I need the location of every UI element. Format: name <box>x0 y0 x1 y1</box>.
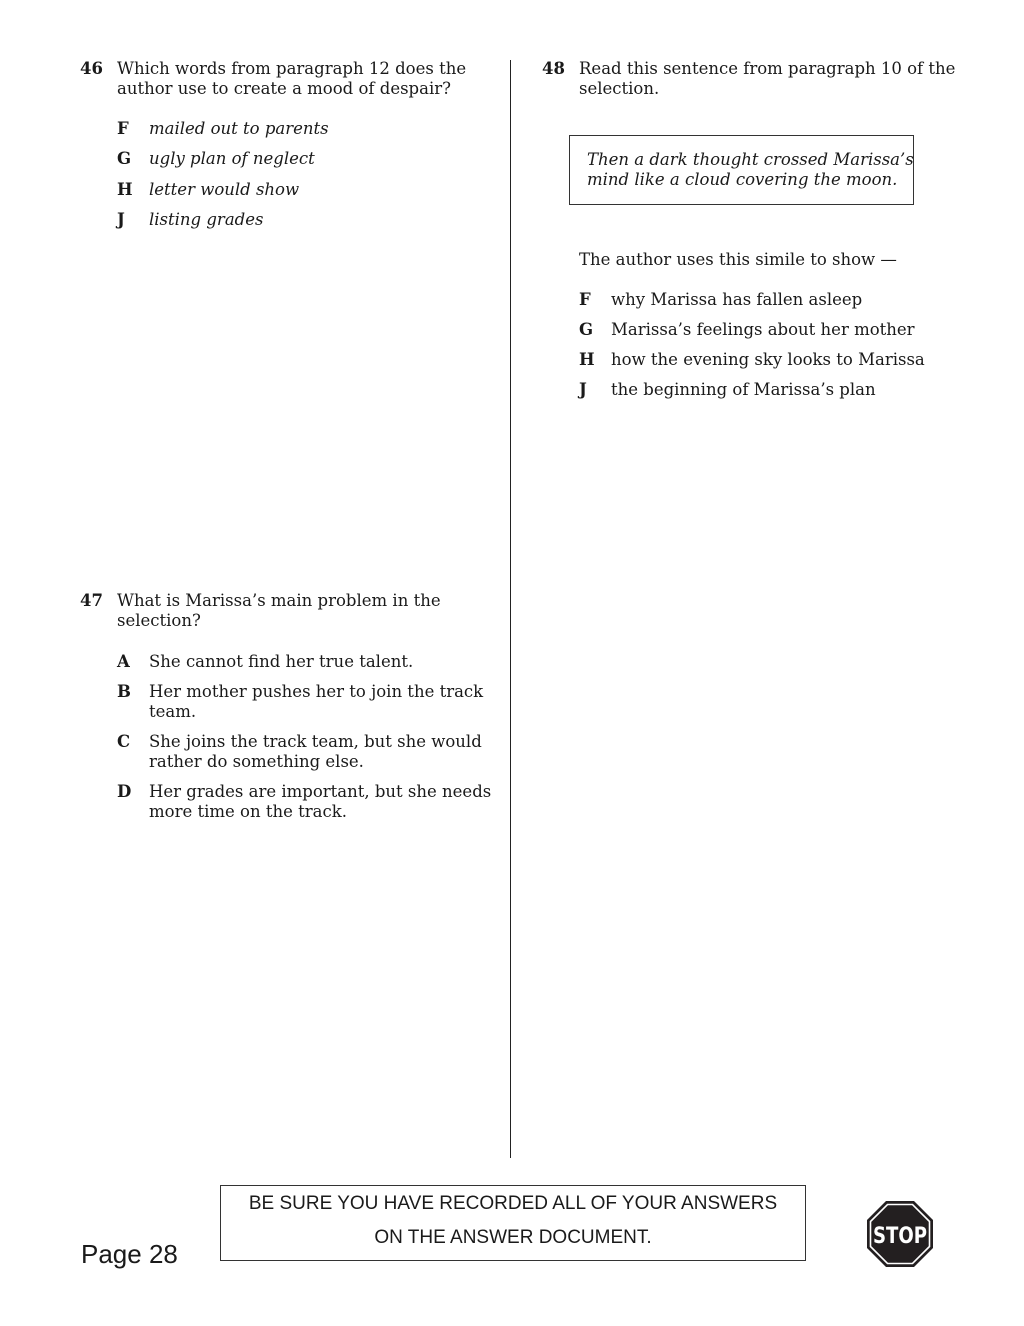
option-letter: B <box>117 682 131 701</box>
page-number: Page 28 <box>81 1239 178 1269</box>
option-letter: H <box>579 350 595 369</box>
option-text <box>149 652 413 672</box>
option-text-line: She joins the track team, but she would <box>149 732 482 751</box>
quoted-sentence <box>587 150 914 190</box>
quoted-sentence-line: Then a dark thought crossed Marissa’s <box>587 150 914 169</box>
question-stem-line: Which words from paragraph 12 does the <box>117 59 467 78</box>
option-text: the beginning of Marissa’s plan <box>611 380 876 399</box>
option-text-line: Her mother pushes her to join the track <box>149 682 484 701</box>
option-text: Marissa’s feelings about her mother <box>611 320 915 339</box>
question-stem <box>579 59 955 99</box>
question-stem-line: author use to create a mood of despair? <box>117 79 451 98</box>
question-46 <box>80 59 500 119</box>
option-letter: J <box>579 380 587 399</box>
quoted-sentence-box <box>569 135 914 205</box>
question-stem-line: Read this sentence from paragraph 10 of the <box>579 59 956 78</box>
question-number: 47 <box>80 591 103 610</box>
question-48 <box>542 59 982 119</box>
quoted-sentence-line: mind like a cloud covering the moon. <box>587 170 898 189</box>
option-text: mailed out to parents <box>149 119 329 138</box>
question-stem-line: What is Marissa’s main problem in the <box>117 591 441 610</box>
option-text: letter would show <box>149 180 300 199</box>
option-text: how the evening sky looks to Marissa <box>611 350 925 369</box>
reminder-line: ON THE ANSWER DOCUMENT. <box>374 1227 652 1248</box>
option-text: why Marissa has fallen asleep <box>611 290 863 309</box>
option-text <box>149 682 483 722</box>
option-text-line: She cannot find her true talent. <box>149 652 414 671</box>
option-text-line: more time on the track. <box>149 802 347 821</box>
option-text <box>149 782 491 822</box>
question-prompt: The author uses this simile to show — <box>579 250 897 269</box>
stop-sign-label: STOP <box>873 1224 927 1249</box>
option-letter: D <box>117 782 132 801</box>
option-text: listing grades <box>149 210 264 229</box>
question-stem <box>117 591 441 631</box>
answer-reminder-box <box>220 1185 806 1261</box>
reminder-line: BE SURE YOU HAVE RECORDED ALL OF YOUR ANSWERS <box>248 1193 778 1214</box>
option-letter: G <box>579 320 594 339</box>
option-letter: A <box>117 652 130 671</box>
option-letter: C <box>117 732 131 751</box>
question-stem <box>117 59 466 99</box>
option-letter: J <box>117 210 125 229</box>
option-letter: G <box>117 149 132 168</box>
stop-sign-icon <box>866 1200 934 1268</box>
question-47 <box>80 591 500 651</box>
option-text <box>149 732 482 772</box>
option-text: ugly plan of neglect <box>149 149 315 168</box>
question-stem-line: selection? <box>117 611 201 630</box>
option-letter: H <box>117 180 133 199</box>
column-divider <box>510 60 511 1158</box>
option-text-line: team. <box>149 702 197 721</box>
question-number: 46 <box>80 59 103 78</box>
option-text-line: Her grades are important, but she needs <box>149 782 492 801</box>
option-letter: F <box>117 119 129 138</box>
option-text-line: rather do something else. <box>149 752 364 771</box>
option-letter: F <box>579 290 591 309</box>
question-stem-line: selection. <box>579 79 660 98</box>
question-number: 48 <box>542 59 565 78</box>
